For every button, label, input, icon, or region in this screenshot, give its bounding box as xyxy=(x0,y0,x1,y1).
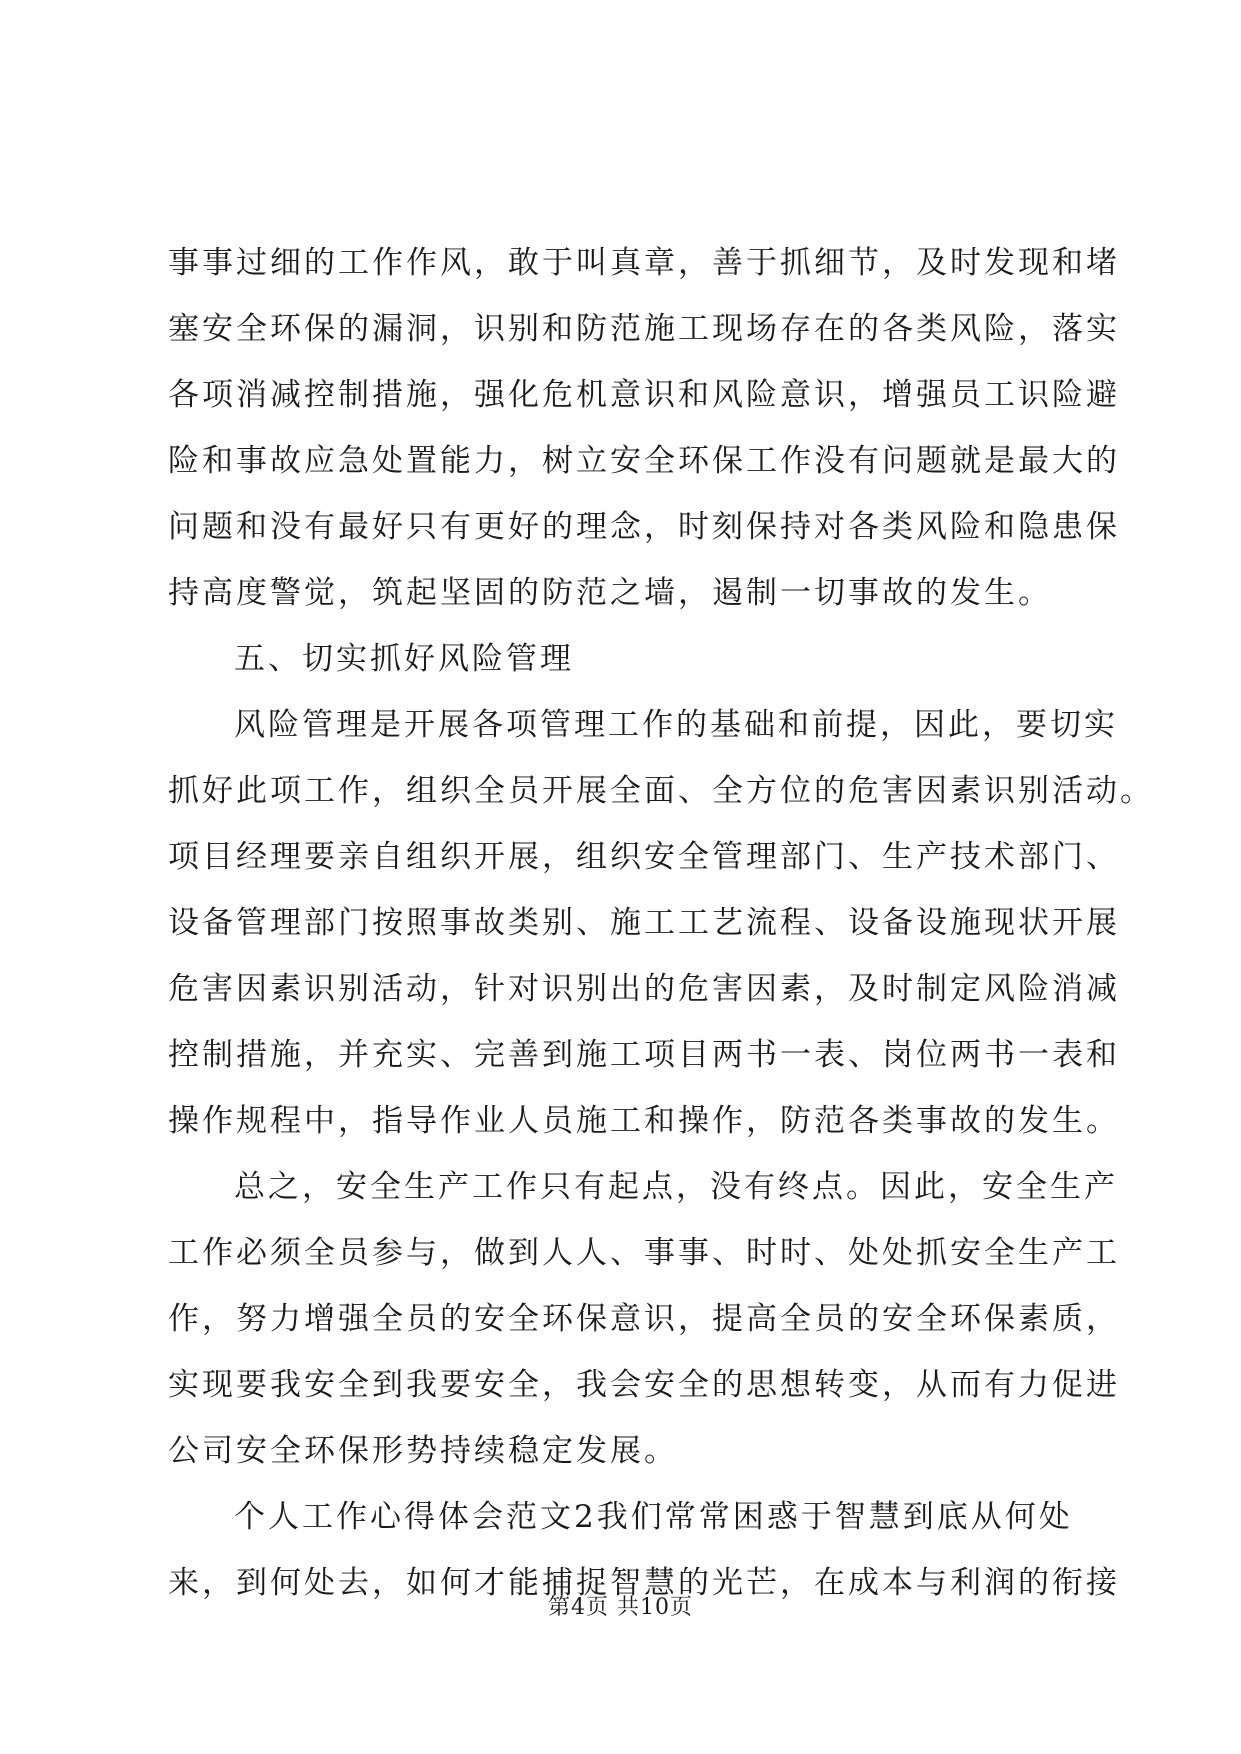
text-line: 工作必须全员参与，做到人人、事事、时时、处处抓安全生产工 xyxy=(168,1235,1120,1271)
paragraph-first-line: 风险管理是开展各项管理工作的基础和前提，因此，要切实 xyxy=(234,707,1118,743)
text-line: 设备管理部门按照事故类别、施工工艺流程、设备设施现状开展 xyxy=(168,905,1120,941)
text-line: 来，到何处去，如何才能捕捉智慧的光芒，在成本与利润的衔接 xyxy=(168,1565,1120,1601)
text-line: 危害因素识别活动，针对识别出的危害因素，及时制定风险消减 xyxy=(168,971,1120,1007)
text-line: 公司安全环保形势持续稳定发展。 xyxy=(168,1433,678,1469)
text-line: 实现要我安全到我要安全，我会安全的思想转变，从而有力促进 xyxy=(168,1367,1120,1403)
page-footer: 第4页 共10页 xyxy=(548,1595,693,1620)
document-body xyxy=(168,230,1154,1616)
paragraph-first-line: 总之，安全生产工作只有起点，没有终点。因此，安全生产 xyxy=(234,1169,1118,1205)
text-line: 操作规程中，指导作业人员施工和操作，防范各类事故的发生。 xyxy=(168,1103,1120,1139)
text-line: 各项消减控制措施，强化危机意识和风险意识，增强员工识险避 xyxy=(168,377,1120,413)
text-line: 塞安全环保的漏洞，识别和防范施工现场存在的各类风险，落实 xyxy=(168,311,1120,347)
text-line: 险和事故应急处置能力，树立安全环保工作没有问题就是最大的 xyxy=(168,443,1120,479)
text-line: 抓好此项工作，组织全员开展全面、全方位的危害因素识别活动。 xyxy=(168,773,1154,809)
text-line: 问题和没有最好只有更好的理念，时刻保持对各类风险和隐患保 xyxy=(168,509,1120,545)
text-line: 作，努力增强全员的安全环保意识，提高全员的安全环保素质， xyxy=(168,1301,1120,1337)
text-line: 事事过细的工作作风，敢于叫真章，善于抓细节，及时发现和堵 xyxy=(168,245,1120,281)
text-line: 持高度警觉，筑起坚固的防范之墙，遏制一切事故的发生。 xyxy=(168,575,1052,611)
paragraph-first-line: 个人工作心得体会范文2我们常常困惑于智慧到底从何处 xyxy=(234,1499,1073,1535)
section-heading: 五、切实抓好风险管理 xyxy=(234,641,574,677)
text-line: 控制措施，并充实、完善到施工项目两书一表、岗位两书一表和 xyxy=(168,1037,1120,1073)
text-line: 项目经理要亲自组织开展，组织安全管理部门、生产技术部门、 xyxy=(168,839,1120,875)
